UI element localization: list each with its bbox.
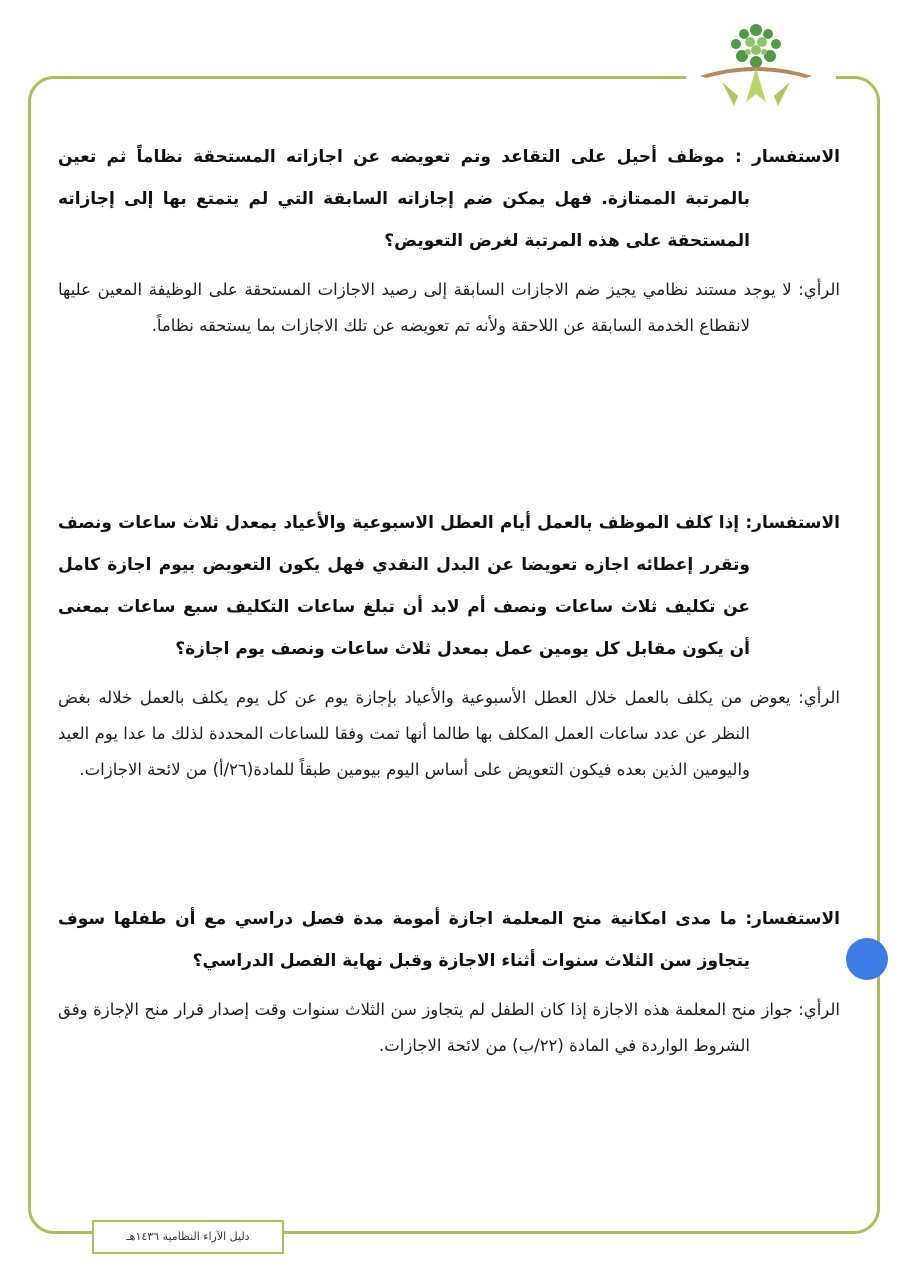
question-paragraph xyxy=(58,136,840,262)
answer-paragraph xyxy=(58,272,840,344)
question-label: الاستفسار: xyxy=(745,513,841,533)
question-text: ما مدى امكانية منح المعلمة اجازة أمومة مدة فصل دراسي مع أن طفلها سوف يتجاوز سن الثلاث سنوات أثناء الاجازة وقبل نهاية الفصل الدراسي؟ xyxy=(58,909,750,971)
answer-text: يعوض من يكلف بالعمل خلال العطل الأسبوعية والأعياد بإجازة يوم عن كل يوم يكلف بالعمل خلاله بغض النظر عن عدد ساعات العمل المكلف بها طالما أنها تمت وفقا للساعات المحددة لذلك ما عدا يوم العيد واليومين الذين بعده فيكون التعويض على أساس اليوم بيومين طبقاً للمادة(٢٦/أ) من لائحة الاجازات. xyxy=(58,688,791,779)
question-text: موظف أحيل على التقاعد وتم تعويضه عن اجازاته المستحقة نظاماً ثم تعين بالمرتبة الممتازة. فهل يمكن ضم إجازاته السابقة التي لم يتمتع بها إلى إجازاته المستحقة على هذه المرتبة لغرض التعويض؟ xyxy=(58,147,750,251)
answer-label: الرأي: xyxy=(798,280,840,299)
answer-paragraph xyxy=(58,680,840,788)
answer-text: جواز منح المعلمة هذه الاجازة إذا كان الطفل لم يتجاوز سن الثلاث سنوات وقت إصدار قرار منح الإجازة وفق الشروط الواردة في المادة (٢٢/ب) من لائحة الاجازات. xyxy=(58,1000,793,1055)
answer-label: الرأي: xyxy=(798,1000,840,1019)
question-label: الاستفسار: xyxy=(745,909,840,929)
question-label: الاستفسار : xyxy=(735,147,840,167)
green-floral-emblem-icon xyxy=(686,16,836,114)
question-paragraph xyxy=(58,502,840,670)
question-paragraph xyxy=(58,898,840,982)
question-text: إذا كلف الموظف بالعمل أيام العطل الاسبوعية والأعياد بمعدل ثلاث ساعات ونصف وتقرر إعطائه اجازه تعويضا عن البدل النقدي فهل يكون التعويض بيوم اجازة كامل عن تكليف ثلاث ساعات ونصف أم لابد أن تبلغ ساعات التكليف سبع ساعات بمعنى أن يكون مقابل كل يومين عمل بمعدل ثلاث ساعات ونصف يوم اجازة؟ xyxy=(58,513,750,659)
qa-item-2 xyxy=(58,502,840,788)
answer-paragraph xyxy=(58,992,840,1064)
answer-label: الرأي: xyxy=(798,688,840,707)
answer-text: لا يوجد مستند نظامي يجيز ضم الاجازات السابقة إلى رصيد الاجازات المستحقة على الوظيفة المعين عليها لانقطاع الخدمة السابقة عن اللاحقة ولأنه تم تعويضه عن تلك الاجازات بما يستحقه نظاماً. xyxy=(58,280,792,335)
qa-item-1 xyxy=(58,136,840,344)
footer-label: دليل الآراء النظامية ١٤٣٦هـ xyxy=(92,1220,284,1254)
qa-item-3 xyxy=(58,898,840,1064)
floating-action-dot[interactable] xyxy=(846,938,888,980)
